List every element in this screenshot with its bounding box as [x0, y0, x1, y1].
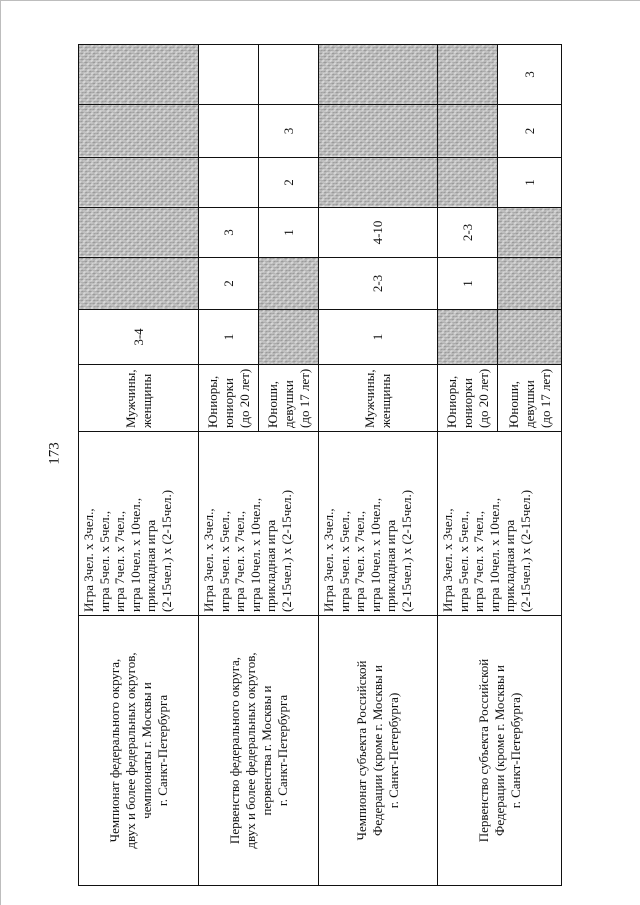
text-line: (до 17 лет)	[537, 368, 553, 428]
text-line: игра 10чел. х 10чел.,	[367, 497, 383, 612]
text-line: игра 5чел. х 5чел.,	[336, 510, 352, 612]
text-line: чемпионаты г. Москвы и	[138, 682, 154, 819]
shaded-cell	[438, 45, 498, 105]
participant-group	[498, 365, 562, 432]
text-line: Юноши,	[264, 380, 280, 428]
text-line: девушки	[521, 380, 537, 428]
participant-group	[259, 365, 319, 432]
place-cell: 1	[498, 158, 562, 208]
shaded-cell	[438, 105, 498, 158]
text-line: женщины	[138, 373, 154, 428]
place-cell	[259, 45, 319, 105]
text-line: двух и более федеральных округов,	[122, 652, 138, 849]
text-line: г. Санкт-Петербурга)	[507, 692, 523, 809]
shaded-cell	[498, 258, 562, 310]
text-line: Игра 3чел. х 3чел.,	[440, 508, 455, 612]
text-line: Игра 3чел. х 3чел.,	[81, 508, 96, 612]
place-cell	[199, 158, 259, 208]
text-line: г. Санкт-Петербурга	[274, 694, 290, 807]
text-line: прикладная игра	[383, 519, 399, 612]
text-line: игра 5чел. х 5чел.,	[216, 510, 232, 612]
text-line: Первенство федерального округа,	[226, 656, 242, 845]
game-formats	[199, 432, 319, 616]
place-cell	[199, 105, 259, 158]
text-line: игра 10чел. х 10чел.,	[127, 497, 143, 612]
text-line: (2-15чел.) х (2-15чел.)	[278, 489, 294, 612]
text-line: (до 20 лет)	[236, 368, 252, 428]
participant-group	[79, 365, 199, 432]
text-line: женщины	[378, 373, 393, 428]
competition-name	[438, 616, 562, 886]
text-line: (2-15чел.) х (2-15чел.)	[517, 489, 533, 612]
shaded-cell	[498, 208, 562, 258]
table-row	[438, 45, 498, 886]
shaded-cell	[319, 105, 438, 158]
text-line: Чемпионат федерального округа,	[106, 658, 122, 843]
text-line: (2-15чел.) х (2-15чел.)	[158, 489, 174, 612]
table-row	[319, 45, 438, 886]
text-line: Федерации (кроме г. Москвы и	[491, 665, 507, 836]
text-line: Юниоры,	[443, 375, 459, 428]
place-cell: 2-3	[319, 258, 438, 310]
place-cell: 4-10	[319, 208, 438, 258]
text-line: Юниоры,	[204, 375, 220, 428]
shaded-cell	[79, 208, 199, 258]
text-line: Игра 3чел. х 3чел.,	[201, 508, 216, 612]
place-cell: 2	[498, 105, 562, 158]
place-cell: 1	[319, 310, 438, 365]
ranking-table	[78, 44, 562, 886]
place-cell: 2	[199, 258, 259, 310]
text-line: прикладная игра	[143, 519, 159, 612]
participant-group	[438, 365, 498, 432]
text-line: прикладная игра	[502, 519, 518, 612]
page-number: 173	[46, 442, 63, 465]
shaded-cell	[259, 310, 319, 365]
text-line: первенства г. Москвы и	[258, 685, 274, 816]
place-cell: 1	[259, 208, 319, 258]
shaded-cell	[79, 158, 199, 208]
game-formats	[319, 432, 438, 616]
table-wrapper	[78, 45, 561, 886]
text-line: игра 7чел. х 7чел.,	[352, 510, 368, 612]
place-cell: 1	[199, 310, 259, 365]
text-line: Чемпионат субъекта Российской	[354, 660, 369, 841]
place-cell: 2	[259, 158, 319, 208]
place-cell	[199, 45, 259, 105]
text-line: игра 10чел. х 10чел.,	[486, 497, 502, 612]
text-line: игра 5чел. х 5чел.,	[455, 510, 471, 612]
competition-name	[199, 616, 319, 886]
table-row	[199, 45, 259, 886]
shaded-cell	[319, 45, 438, 105]
text-line: Мужчины,	[122, 369, 138, 428]
text-line: (2-15чел.) х (2-15чел.)	[398, 489, 414, 612]
participant-group	[199, 365, 259, 432]
competition-name	[79, 616, 199, 886]
text-line: Юноши,	[505, 380, 521, 428]
text-line: Федерации (кроме г. Москвы и	[370, 665, 385, 836]
shaded-cell	[438, 310, 498, 365]
shaded-cell	[79, 258, 199, 310]
game-formats	[79, 432, 199, 616]
shaded-cell	[498, 310, 562, 365]
place-cell: 3	[259, 105, 319, 158]
text-line: юниорки	[220, 378, 236, 428]
text-line: г. Санкт-Петербурга)	[386, 692, 401, 809]
shaded-cell	[319, 158, 438, 208]
text-line: игра 5чел. х 5чел.,	[96, 510, 112, 612]
shaded-cell	[79, 105, 199, 158]
text-line: двух и более федеральных округов,	[242, 652, 258, 849]
text-line: игра 7чел. х 7чел.,	[232, 510, 248, 612]
text-line: игра 10чел. х 10чел.,	[247, 497, 263, 612]
shaded-cell	[438, 158, 498, 208]
place-cell: 3-4	[79, 310, 199, 365]
shaded-cell	[259, 258, 319, 310]
place-cell: 3	[498, 45, 562, 105]
participant-group	[319, 365, 438, 432]
table-row	[79, 45, 199, 886]
text-line: игра 7чел. х 7чел.,	[471, 510, 487, 612]
competition-name	[319, 616, 438, 886]
place-cell: 2-3	[438, 208, 498, 258]
text-line: г. Санкт-Петербурга	[154, 694, 170, 807]
text-line: Игра 3чел. х 3чел.,	[321, 508, 336, 612]
text-line: Первенство субъекта Российской	[475, 658, 491, 843]
text-line: (до 17 лет)	[296, 368, 312, 428]
text-line: Мужчины,	[362, 369, 377, 428]
text-line: прикладная игра	[263, 519, 279, 612]
place-cell: 1	[438, 258, 498, 310]
text-line: (до 20 лет)	[475, 368, 491, 428]
place-cell: 3	[199, 208, 259, 258]
text-line: юниорки	[459, 378, 475, 428]
text-line: игра 7чел. х 7чел.,	[112, 510, 128, 612]
game-formats	[438, 432, 562, 616]
text-line: девушки	[280, 380, 296, 428]
shaded-cell	[79, 45, 199, 105]
